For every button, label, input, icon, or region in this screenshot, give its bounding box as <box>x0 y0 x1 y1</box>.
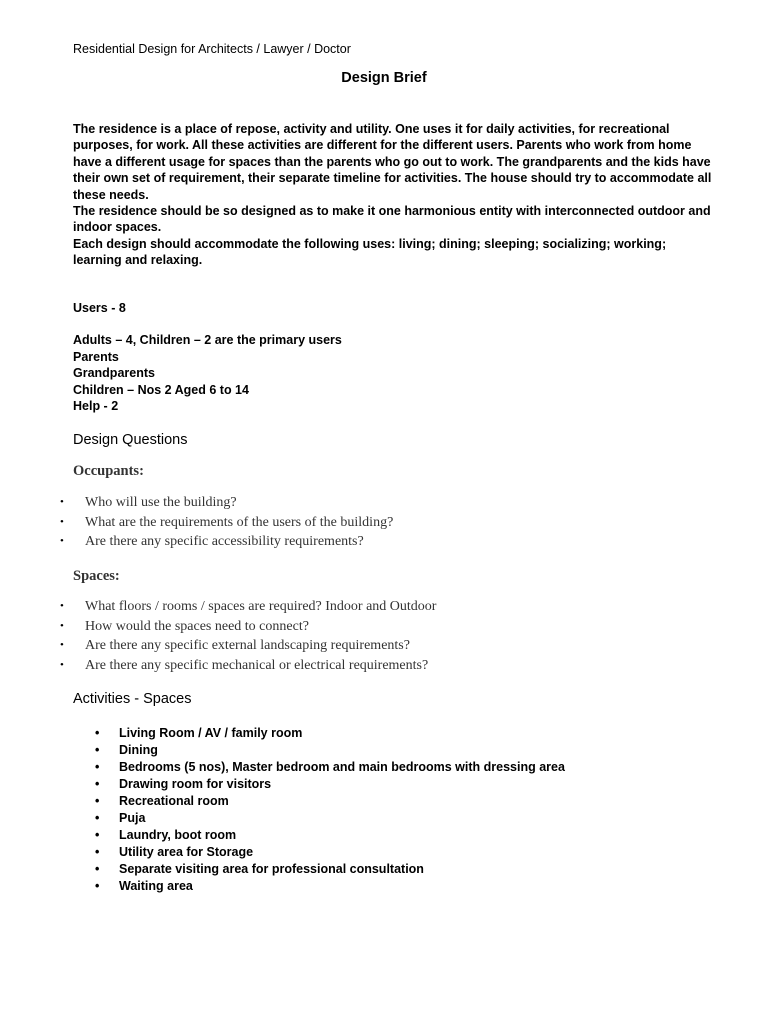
bullet-icon: • <box>95 794 100 808</box>
bullet-icon: • <box>95 828 100 842</box>
intro-paragraph-2: The residence should be so designed as to make it one harmonious entity with interconnected outdoor and indoor spaces. <box>73 204 711 235</box>
list-item: • How would the spaces need to connect? <box>60 617 436 637</box>
list-item: • Are there any specific accessibility requirements? <box>60 532 393 552</box>
bullet-icon: • <box>95 879 100 893</box>
design-questions-heading: Design Questions <box>73 432 188 448</box>
activities-heading: Activities - Spaces <box>73 691 192 707</box>
document-title: Design Brief <box>341 70 427 86</box>
intro-section <box>73 121 713 269</box>
bullet-icon: • <box>60 639 64 652</box>
list-item: • Drawing room for visitors <box>95 777 272 791</box>
activities-list <box>95 725 565 895</box>
bullet-icon: • <box>60 535 64 548</box>
list-item: • What floors / rooms / spaces are required? Indoor and Outdoor <box>60 597 436 617</box>
bullet-icon: • <box>60 515 64 528</box>
bullet-icon: • <box>95 862 100 876</box>
bullet-icon: • <box>95 743 100 757</box>
list-item: • Bedrooms (5 nos), Master bedroom and main bedrooms with dressing area <box>95 760 565 774</box>
list-item: • Separate visiting area for professional consultation <box>95 862 424 876</box>
intro-paragraph-1: The residence is a place of repose, activity and utility. One uses it for daily activities, for recreational purposes, for work. All these activities are different for the different users. Parents who work from home have a different usage for spaces than the parents who go out to work. The grandparents and the kids have their own set of requirement, their separate timeline for activities. The house should try to accommodate all these needs. <box>73 122 712 202</box>
users-line: Children – Nos 2 Aged 6 to 14 <box>73 382 249 397</box>
list-item: • Who will use the building? <box>60 493 393 513</box>
occupants-heading: Occupants: <box>73 463 144 479</box>
users-line: Adults – 4, Children – 2 are the primary users <box>73 333 342 348</box>
bullet-icon: • <box>60 496 64 508</box>
users-line: Help - 2 <box>73 399 119 414</box>
bullet-icon: • <box>60 619 64 632</box>
users-line: Parents <box>73 349 119 364</box>
list-item: • Utility area for Storage <box>95 845 254 859</box>
spaces-heading: Spaces: <box>73 568 120 584</box>
list-item: • Recreational room <box>95 794 229 808</box>
bullet-icon: • <box>95 726 100 740</box>
list-item: • Puja <box>95 811 146 825</box>
list-item: • Laundry, boot room <box>95 828 237 842</box>
bullet-icon: • <box>95 845 100 859</box>
list-item: • Waiting area <box>95 879 193 893</box>
bullet-icon: • <box>60 658 64 671</box>
users-list <box>73 332 342 414</box>
list-item: • Are there any specific external landscaping requirements? <box>60 636 436 656</box>
bullet-icon: • <box>95 760 100 774</box>
spaces-question-list <box>60 597 436 675</box>
list-item: • Dining <box>95 743 158 757</box>
users-line: Grandparents <box>73 366 155 381</box>
list-item: • Are there any specific mechanical or electrical requirements? <box>60 656 436 676</box>
list-item: • Living Room / AV / family room <box>95 726 303 740</box>
users-section <box>73 300 342 414</box>
list-item: • What are the requirements of the users of the building? <box>60 513 393 533</box>
bullet-icon: • <box>95 811 100 825</box>
bullet-icon: • <box>60 600 64 612</box>
intro-paragraph-3: Each design should accommodate the following uses: living; dining; sleeping; socializing; working; learning and relaxing. <box>73 236 667 268</box>
document-header-line: Residential Design for Architects / Lawyer / Doctor <box>73 42 351 56</box>
occupants-question-list <box>60 493 393 552</box>
users-count: Users - 8 <box>73 301 126 315</box>
bullet-icon: • <box>95 777 100 791</box>
